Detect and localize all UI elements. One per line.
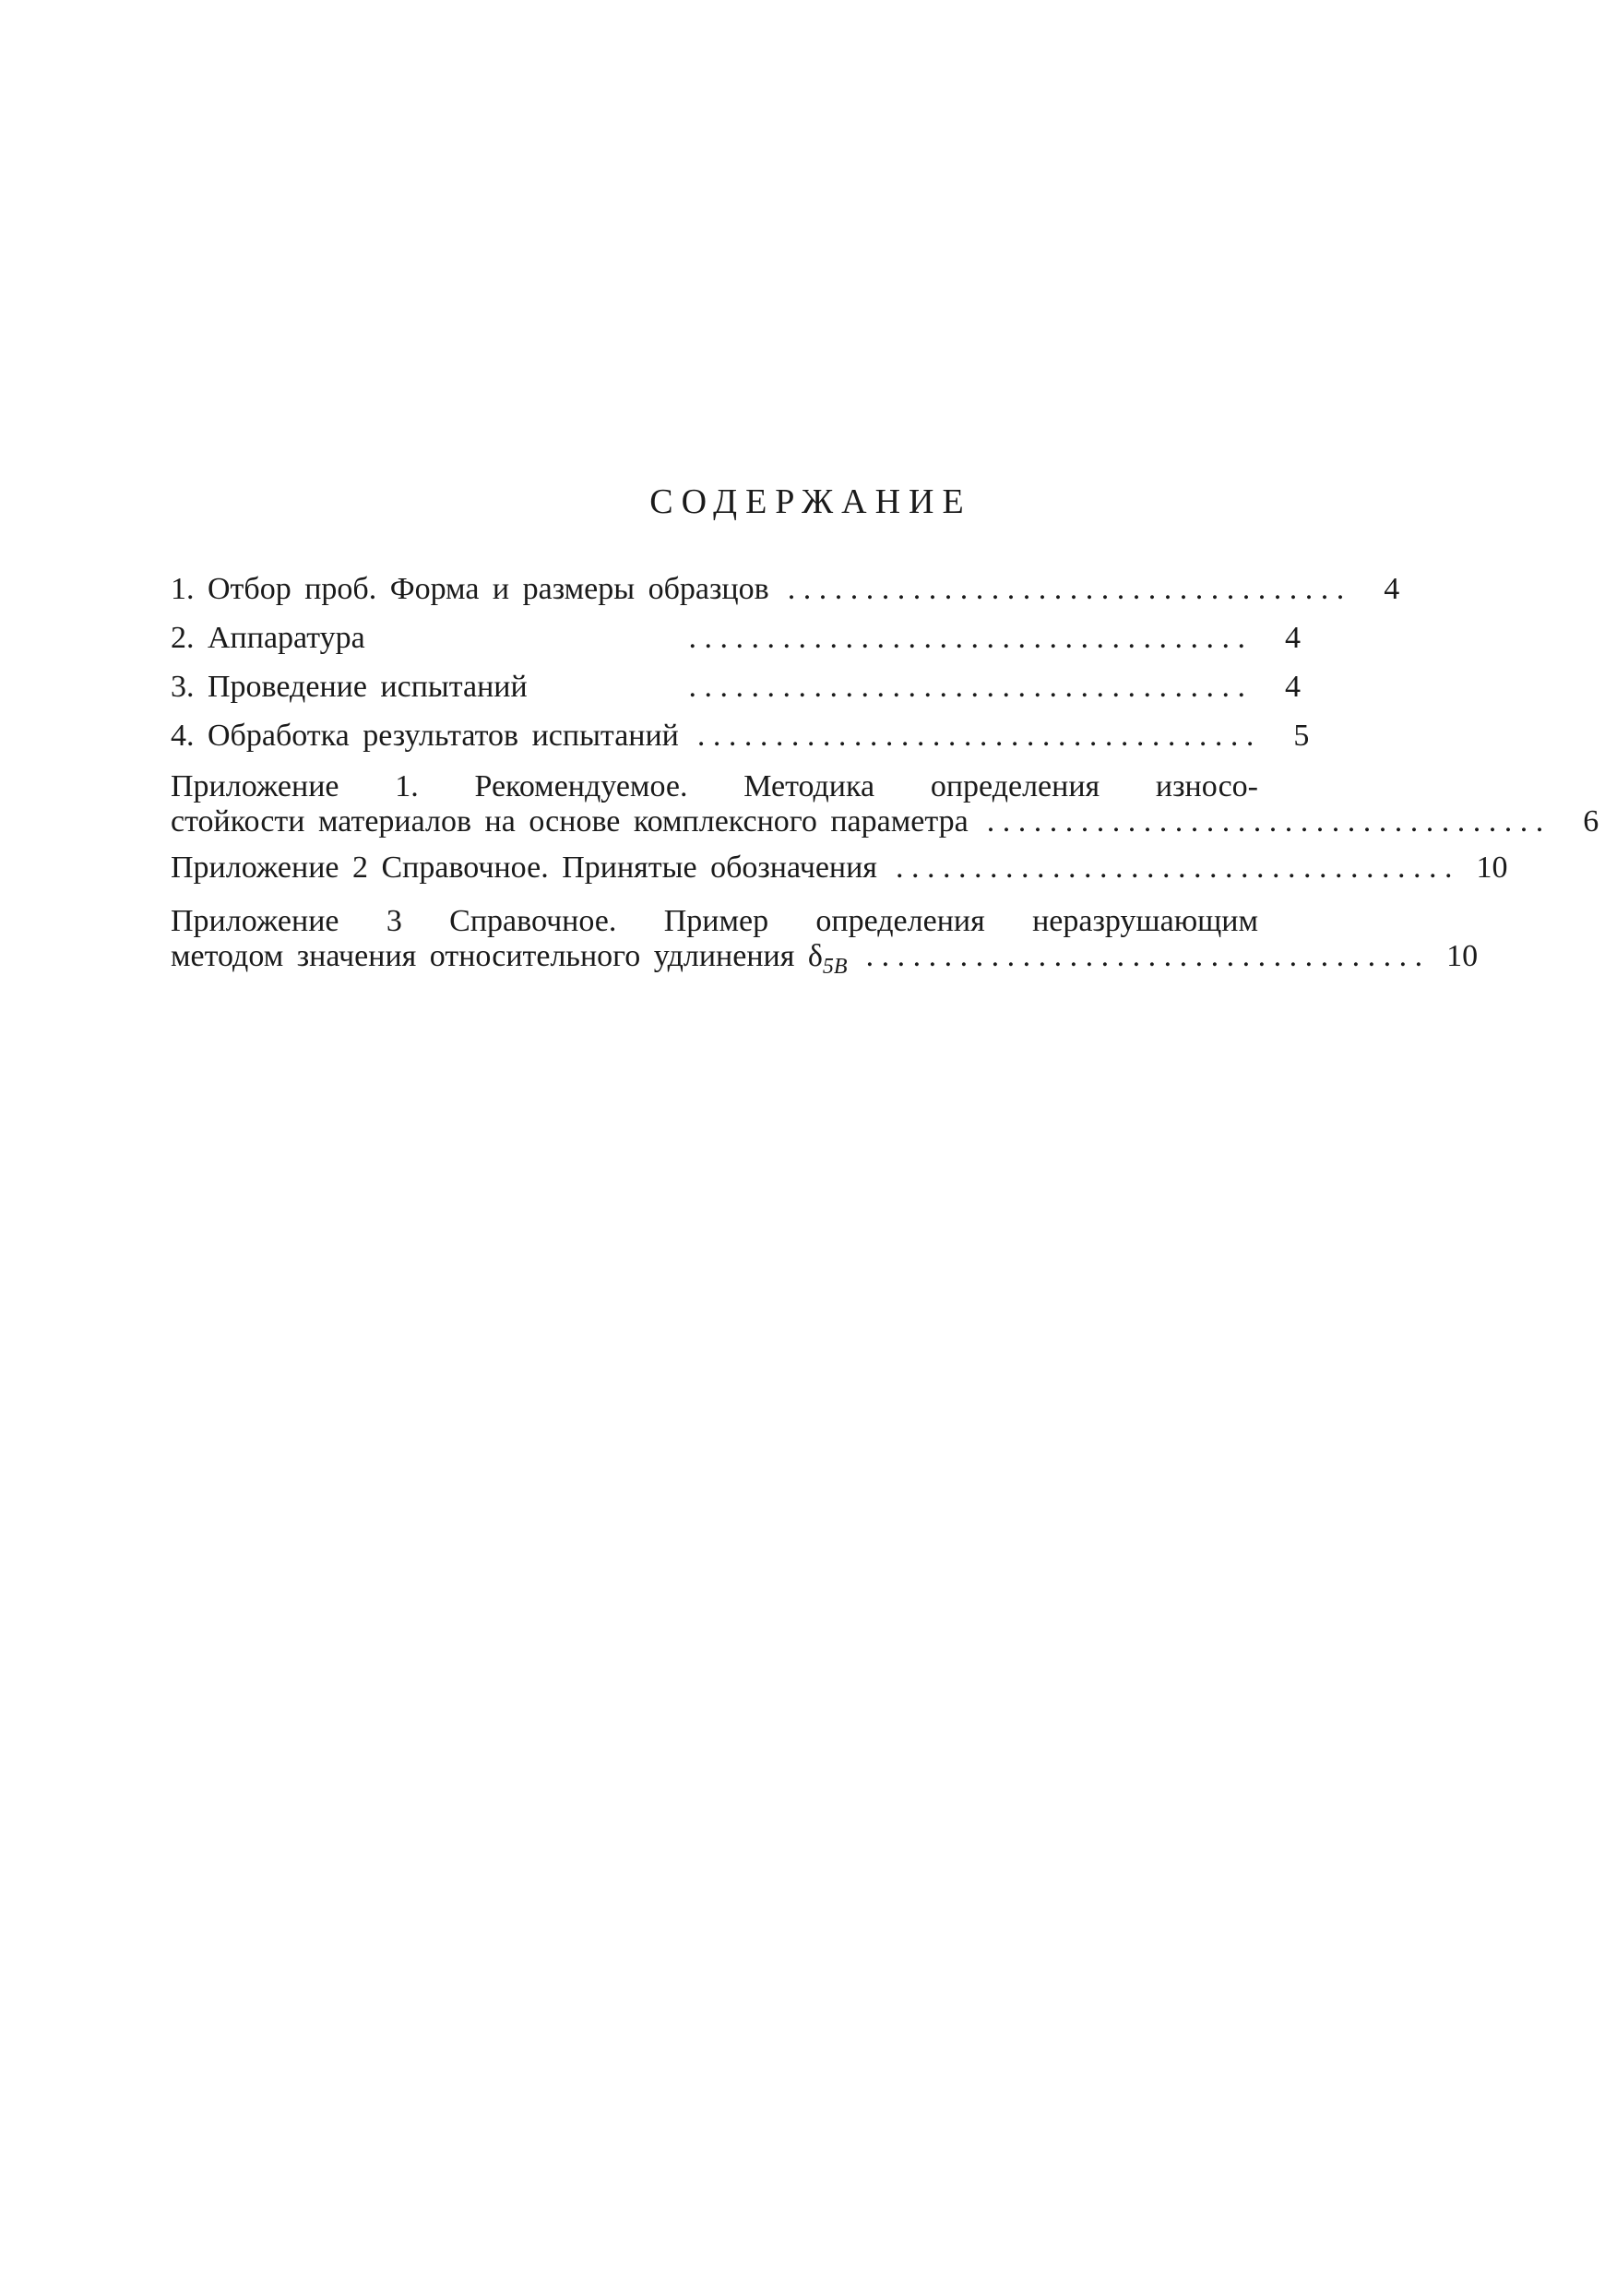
toc-entry-3[interactable]: [171, 670, 1301, 705]
toc-entry-text-main: методом значения относительного удлинения δ: [171, 939, 823, 973]
toc-entry-text-line-2: [171, 939, 848, 984]
toc-entry-1[interactable]: [171, 572, 1400, 607]
toc-entry-appendix-1[interactable]: [171, 769, 1599, 839]
toc-entry-appendix-2[interactable]: [171, 851, 1508, 886]
toc-page-number: 4: [1285, 621, 1301, 655]
toc-page-number: 6: [1583, 804, 1599, 839]
dot-leader: . . . . . . . . . . . . . . . . . . . . . . . . . . . . . . . . . . . .: [986, 804, 1544, 839]
dot-leader: . . . . . . . . . . . . . . . . . . . . . . . . . . . . . . . . . . . .: [787, 572, 1345, 606]
toc-entry-text-line-1: Приложение 3 Справочное. Пример определения неразрушающим: [171, 904, 1258, 938]
toc-entry-text: Приложение 2 Справочное. Принятые обозначения: [171, 851, 877, 885]
dot-leader: . . . . . . . . . . . . . . . . . . . . . . . . . . . . . . . . . . . .: [895, 851, 1453, 885]
toc-page-number: 10: [1476, 851, 1508, 885]
toc-entry-text: 2. Аппаратура: [171, 621, 365, 655]
toc-entry-appendix-3[interactable]: [171, 904, 1479, 979]
dot-leader: . . . . . . . . . . . . . . . . . . . . . . . . . . . . . . . . . . . .: [696, 719, 1254, 753]
toc-page-number: 10: [1446, 939, 1479, 973]
toc-entry-text-line-2: стойкости материалов на основе комплексного параметра: [171, 804, 969, 839]
page-title: СОДЕРЖАНИЕ: [649, 482, 972, 521]
dot-leader: . . . . . . . . . . . . . . . . . . . . . . . . . . . . . . . . . . . .: [688, 621, 1245, 655]
subscript-5b: 5B: [822, 954, 848, 979]
toc-entry-4[interactable]: [171, 719, 1310, 754]
dot-leader: . . . . . . . . . . . . . . . . . . . . . . . . . . . . . . . . . . . .: [688, 670, 1245, 704]
toc-entry-2[interactable]: [171, 621, 1301, 656]
toc-page-number: 4: [1384, 572, 1400, 606]
toc-entry-text: 1. Отбор проб. Форма и размеры образцов: [171, 572, 769, 606]
toc-entry-text: 4. Обработка результатов испытаний: [171, 719, 679, 753]
toc-page-number: 5: [1293, 719, 1310, 753]
toc-page-number: 4: [1285, 670, 1301, 704]
toc-entry-text-line-1: Приложение 1. Рекомендуемое. Методика определения износо-: [171, 769, 1258, 803]
dot-leader: . . . . . . . . . . . . . . . . . . . . . . . . . . . . . . . . . . . .: [865, 939, 1423, 973]
toc-entry-text: 3. Проведение испытаний: [171, 670, 528, 704]
